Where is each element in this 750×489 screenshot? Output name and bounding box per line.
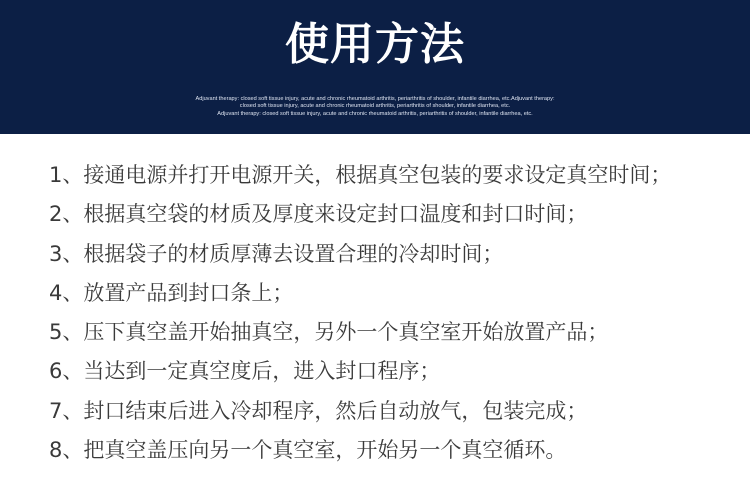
step-item: 5、压下真空盖开始抽真空，另外一个真空室开始放置产品； bbox=[49, 320, 609, 345]
header-banner bbox=[0, 0, 750, 134]
subtitle-line: Adjuvant therapy: closed soft tissue injury, acute and chronic rheumatoid arthritis, periarthritis of shoulder, infantile diarrhea, etc. bbox=[217, 110, 533, 117]
page-title: 使用方法 bbox=[285, 19, 465, 70]
step-item: 2、根据真空袋的材质及厚度来设定封口温度和封口时间； bbox=[49, 202, 588, 227]
step-item: 4、放置产品到封口条上； bbox=[49, 280, 294, 305]
step-item: 7、封口结束后进入冷却程序，然后自动放气，包装完成； bbox=[49, 398, 588, 423]
steps-list bbox=[49, 155, 749, 469]
step-item: 1、接通电源并打开电源开关，根据真空包装的要求设定真空时间； bbox=[49, 163, 672, 187]
subtitle-line: Adjuvant therapy: closed soft tissue injury, acute and chronic rheumatoid arthritis, periarthritis of shoulder, infantile diarrhea, etc.Adjuvant therapy: bbox=[195, 96, 555, 102]
banner-subtitle bbox=[155, 96, 595, 118]
step-item: 8、把真空盖压向另一个真空室，开始另一个真空循环。 bbox=[49, 438, 567, 463]
step-item: 6、当达到一定真空度后，进入封口程序； bbox=[49, 359, 441, 384]
subtitle-line: closed soft tissue injury, acute and chronic rheumatoid arthritis, periarthritis of shoulder, infantile diarrhea, etc. bbox=[239, 103, 511, 110]
step-item: 3、根据袋子的材质厚薄去设置合理的冷却时间； bbox=[49, 241, 504, 266]
